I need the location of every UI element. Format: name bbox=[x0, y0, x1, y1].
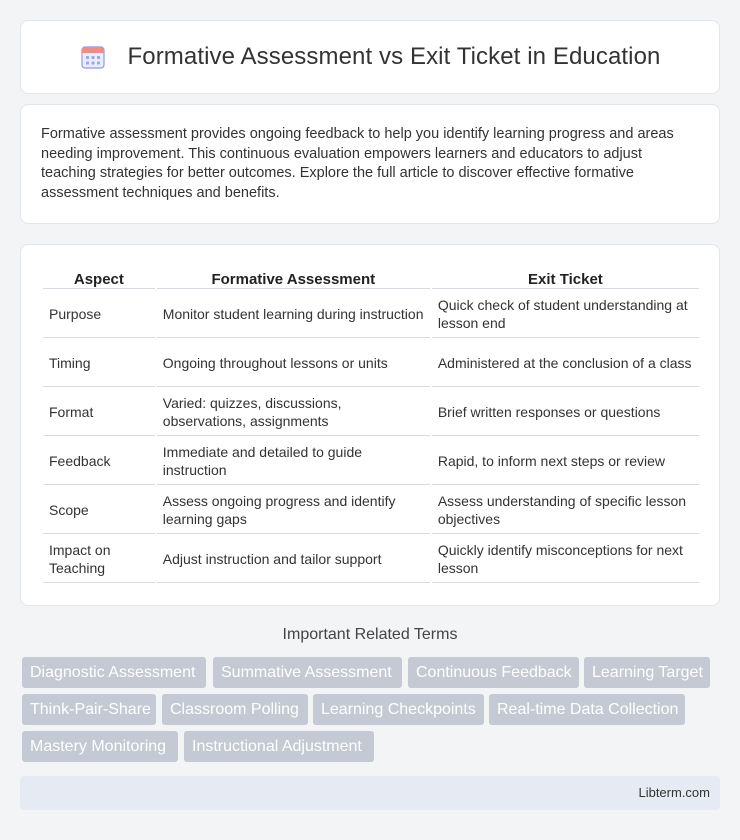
page-title: Formative Assessment vs Exit Ticket in Education bbox=[127, 43, 661, 70]
table-row bbox=[43, 340, 699, 387]
table-header-row bbox=[43, 267, 699, 289]
related-term-tag[interactable]: Learning Checkpoints bbox=[313, 694, 484, 725]
comparison-table-card bbox=[20, 244, 720, 606]
title-card bbox=[20, 20, 720, 94]
related-term-tag[interactable]: Real-time Data Collection bbox=[489, 694, 685, 725]
table-cell: Adjust instruction and tailor support bbox=[157, 536, 430, 583]
column-header-exit-ticket: Exit Ticket bbox=[432, 267, 699, 289]
table-cell: Quick check of student understanding at lesson end bbox=[432, 291, 699, 338]
intro-card bbox=[20, 104, 720, 224]
table-cell: Monitor student learning during instruction bbox=[157, 291, 430, 338]
related-term-tag[interactable]: Diagnostic Assessment bbox=[22, 657, 206, 688]
table-cell: Ongoing throughout lessons or units bbox=[157, 340, 430, 387]
table-cell: Scope bbox=[43, 487, 155, 534]
table-cell: Format bbox=[43, 389, 155, 436]
related-term-tag[interactable]: Summative Assessment bbox=[213, 657, 402, 688]
table-cell: Brief written responses or questions bbox=[432, 389, 699, 436]
related-term-tag[interactable]: Instructional Adjustment bbox=[184, 731, 374, 762]
table-cell: Impact on Teaching bbox=[43, 536, 155, 583]
table-row bbox=[43, 291, 699, 338]
table-row bbox=[43, 536, 699, 583]
related-term-tag[interactable]: Learning Target bbox=[584, 657, 710, 688]
footer bbox=[20, 776, 720, 810]
table-cell: Feedback bbox=[43, 438, 155, 485]
table-cell: Rapid, to inform next steps or review bbox=[432, 438, 699, 485]
column-header-formative: Formative Assessment bbox=[157, 267, 430, 289]
table-cell: Assess understanding of specific lesson objectives bbox=[432, 487, 699, 534]
comparison-table bbox=[41, 265, 701, 585]
table-row bbox=[43, 389, 699, 436]
related-terms-heading: Important Related Terms bbox=[282, 626, 458, 643]
intro-text: Formative assessment provides ongoing feedback to help you identify learning progress and areas needing improvement. This continuous evaluation empowers learners and educators to adjust teaching strategies for better outcomes. Explore the full article to discover effective formative assessment techniques and benefits. bbox=[41, 126, 674, 201]
calendar-icon bbox=[80, 44, 106, 70]
table-cell: Immediate and detailed to guide instruction bbox=[157, 438, 430, 485]
table-cell: Quickly identify misconceptions for next lesson bbox=[432, 536, 699, 583]
table-row bbox=[43, 438, 699, 485]
table-cell: Purpose bbox=[43, 291, 155, 338]
column-header-aspect: Aspect bbox=[43, 267, 155, 289]
table-cell: Timing bbox=[43, 340, 155, 387]
related-term-tag[interactable]: Mastery Monitoring bbox=[22, 731, 178, 762]
footer-site-link[interactable]: Libterm.com bbox=[638, 785, 710, 800]
table-cell: Administered at the conclusion of a class bbox=[432, 340, 699, 387]
table-cell: Assess ongoing progress and identify learning gaps bbox=[157, 487, 430, 534]
related-term-tag[interactable]: Classroom Polling bbox=[162, 694, 308, 725]
related-term-tag[interactable]: Think-Pair-Share bbox=[22, 694, 156, 725]
table-row bbox=[43, 487, 699, 534]
table-cell: Varied: quizzes, discussions, observations, assignments bbox=[157, 389, 430, 436]
related-term-tag[interactable]: Continuous Feedback bbox=[408, 657, 579, 688]
